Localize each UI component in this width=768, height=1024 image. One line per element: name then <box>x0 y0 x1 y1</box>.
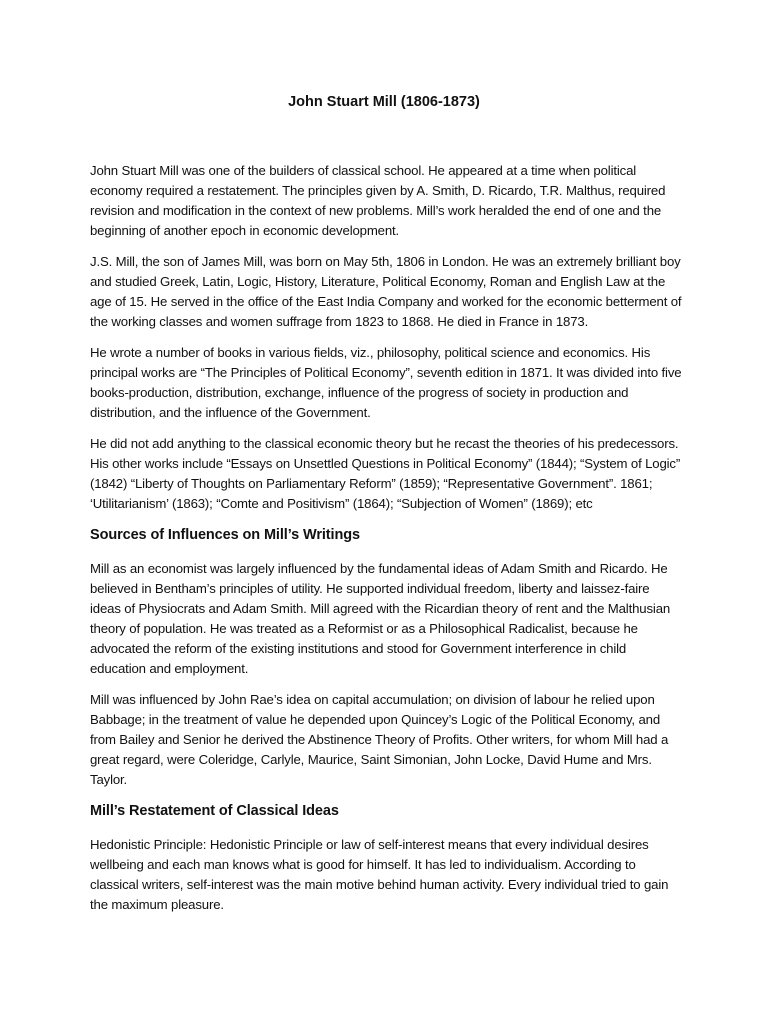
paragraph: J.S. Mill, the son of James Mill, was born on May 5th, 1806 in London. He was an extremely brilliant boy and studied Greek, Latin, Logic, History, Literature, Political Economy, Roman and English Law at the age of 15. He served in the office of the East India Company and worked for the economic betterment of the working classes and women suffrage from 1823 to 1868. He died in France in 1873. <box>90 254 682 329</box>
paragraph: He wrote a number of books in various fields, viz., philosophy, political science and economics. His principal works are “The Principles of Political Economy”, seventh edition in 1871. It was divided into five books-production, distribution, exchange, influence of the progress of society in production and distribution, and the influence of the Government. <box>90 345 682 420</box>
section-heading-restatement: Mill’s Restatement of Classical Ideas <box>90 803 339 819</box>
paragraph: Mill as an economist was largely influenced by the fundamental ideas of Adam Smith and Ricardo. He believed in Bentham’s principles of utility. He supported individual freedom, liberty and laissez-faire ideas of Physiocrats and Adam Smith. Mill agreed with the Ricardian theory of rent and the Malthusian theory of population. He was treated as a Reformist or as a Philosophical Radicalist, because he advocated the reform of the existing institutions and stood for Government interference in child education and employment. <box>90 561 671 676</box>
document-body <box>90 161 682 926</box>
document-title: John Stuart Mill (1806-1873) <box>288 94 480 110</box>
paragraph: He did not add anything to the classical economic theory but he recast the theories of his predecessors. His other works include “Essays on Unsettled Questions in Political Economy” (1844); “System of Logic” (1842) “Liberty of Thoughts on Parliamentary Reform” (1859); “Representative Government”. 1861; ‘Utilitarianism’ (1863); “Comte and Positivism” (1864); “Subjection of Women” (1869); etc <box>90 436 681 511</box>
section-heading-influences: Sources of Influences on Mill’s Writings <box>90 527 360 543</box>
paragraph: John Stuart Mill was one of the builders of classical school. He appeared at a time when political economy required a restatement. The principles given by A. Smith, D. Ricardo, T.R. Malthus, required revision and modification in the context of new problems. Mill’s work heralded the end of one and the beginning of another epoch in economic development. <box>90 163 666 238</box>
paragraph: Mill was influenced by John Rae’s idea on capital accumulation; on division of labour he relied upon Babbage; in the treatment of value he depended upon Quincey’s Logic of the Political Economy, and from Bailey and Senior he derived the Abstinence Theory of Profits. Other writers, for whom Mill had a great regard, were Coleridge, Carlyle, Maurice, Saint Simonian, John Locke, David Hume and Mrs. Taylor. <box>90 692 669 787</box>
paragraph: Hedonistic Principle: Hedonistic Principle or law of self-interest means that every individual desires wellbeing and each man knows what is good for himself. It has led to individualism. According to classical writers, self-interest was the main motive behind human activity. Every individual tried to gain the maximum pleasure. <box>90 837 669 912</box>
